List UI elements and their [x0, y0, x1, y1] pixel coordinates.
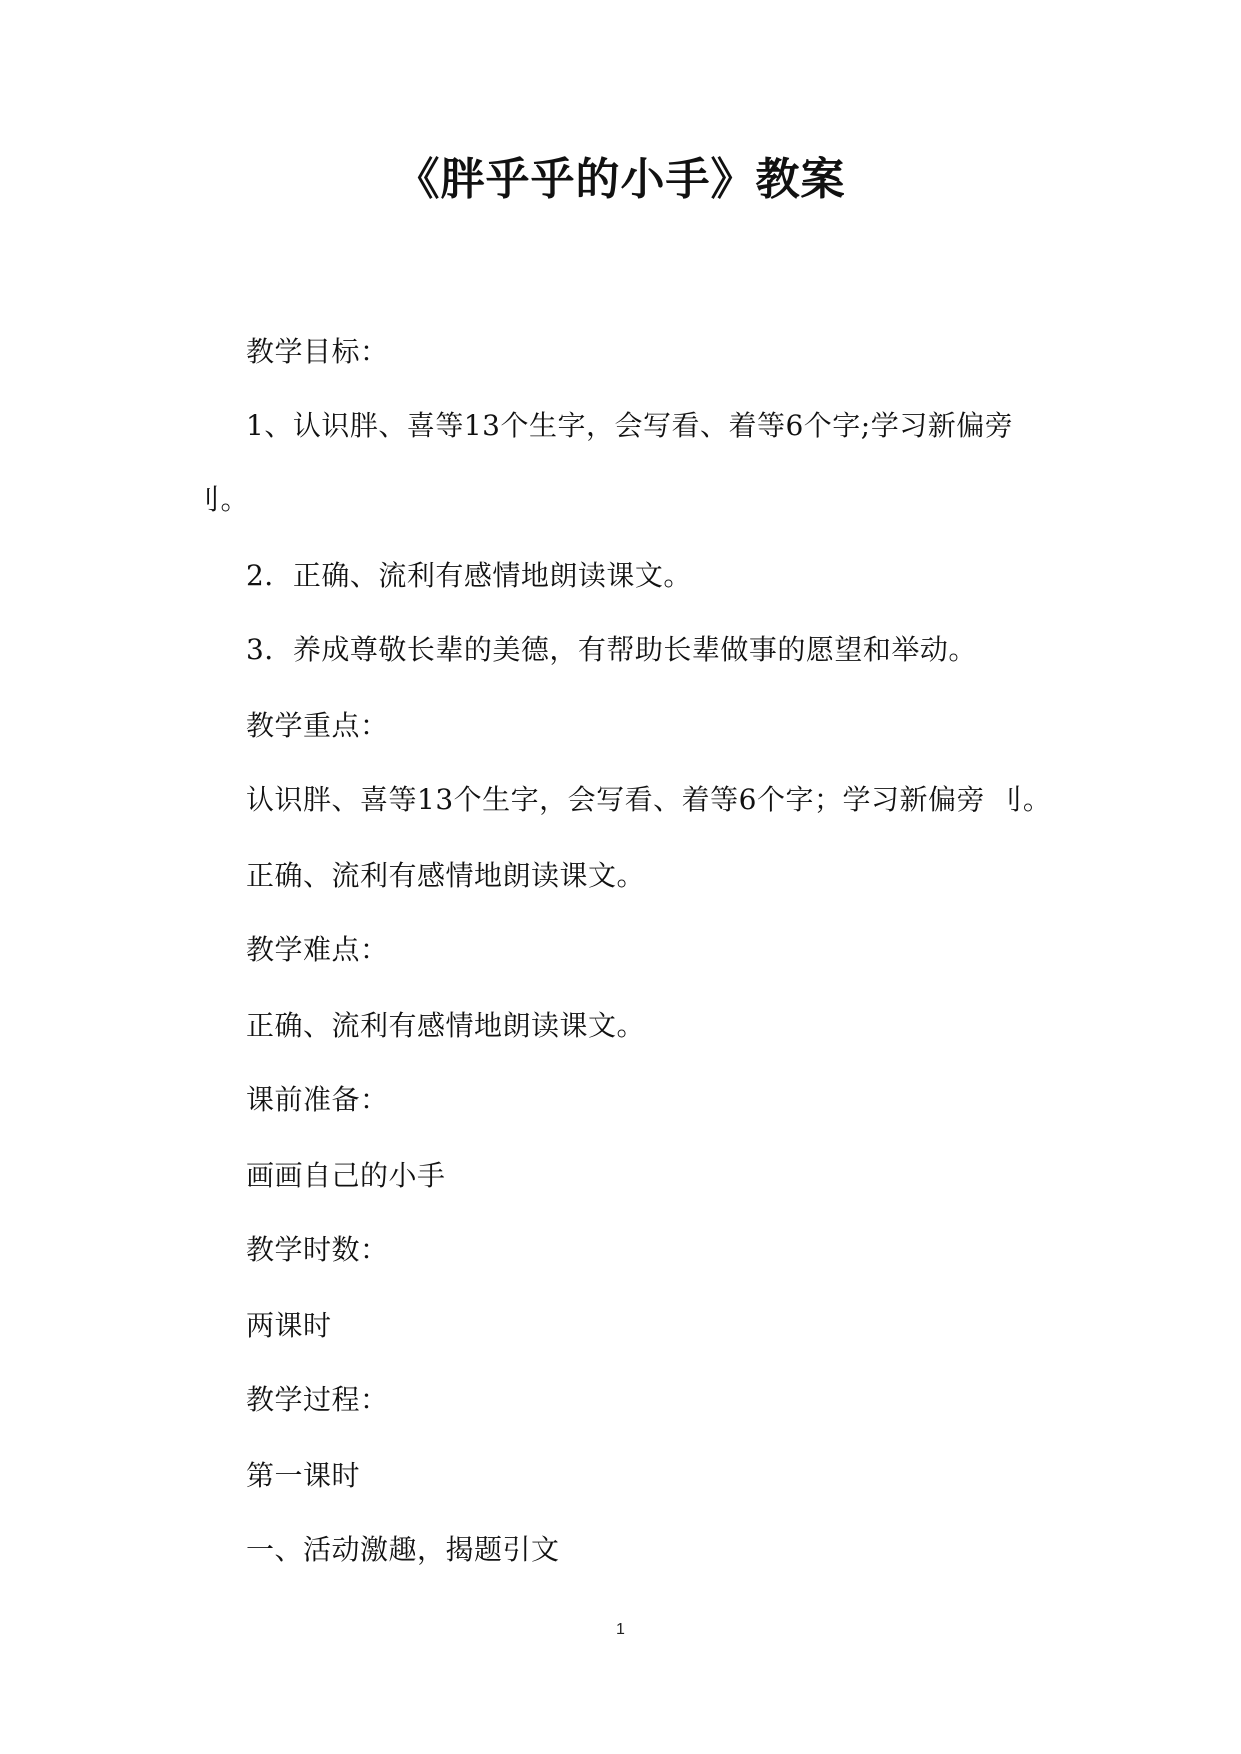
paragraph-teaching-goals-heading: 教学目标： [246, 335, 389, 368]
paragraph-process-heading: 教学过程： [246, 1383, 389, 1416]
paragraph-section-1: 一、活动激趣，揭题引文 [246, 1533, 560, 1566]
paragraph-goal-3: 3．养成尊敬长辈的美德，有帮助长辈做事的愿望和举动。 [246, 633, 977, 666]
paragraph-hours-heading: 教学时数： [246, 1233, 389, 1266]
paragraph-goal-1: 1、认识胖、喜等13个生字，会写看、着等6个字;学习新偏旁 [246, 409, 1014, 442]
paragraph-preparation-heading: 课前准备： [246, 1083, 389, 1116]
paragraph-key-point-1: 认识胖、喜等13个生字，会写看、着等6个字；学习新偏旁 刂。 [246, 783, 1052, 816]
paragraph-goal-2: 2．正确、流利有感情地朗读课文。 [246, 559, 692, 592]
paragraph-difficulties-heading: 教学难点： [246, 933, 389, 966]
page-number: 1 [616, 1621, 625, 1638]
paragraph-preparation: 画画自己的小手 [246, 1159, 446, 1192]
paragraph-key-points-heading: 教学重点： [246, 709, 389, 742]
paragraph-hours: 两课时 [246, 1309, 332, 1342]
paragraph-goal-1-continued: 刂。 [192, 483, 250, 516]
document-title: 《胖乎乎的小手》教案 [395, 154, 846, 205]
paragraph-first-lesson: 第一课时 [246, 1459, 361, 1492]
paragraph-key-point-2: 正确、流利有感情地朗读课文。 [246, 859, 646, 892]
paragraph-difficulty-1: 正确、流利有感情地朗读课文。 [246, 1009, 646, 1042]
